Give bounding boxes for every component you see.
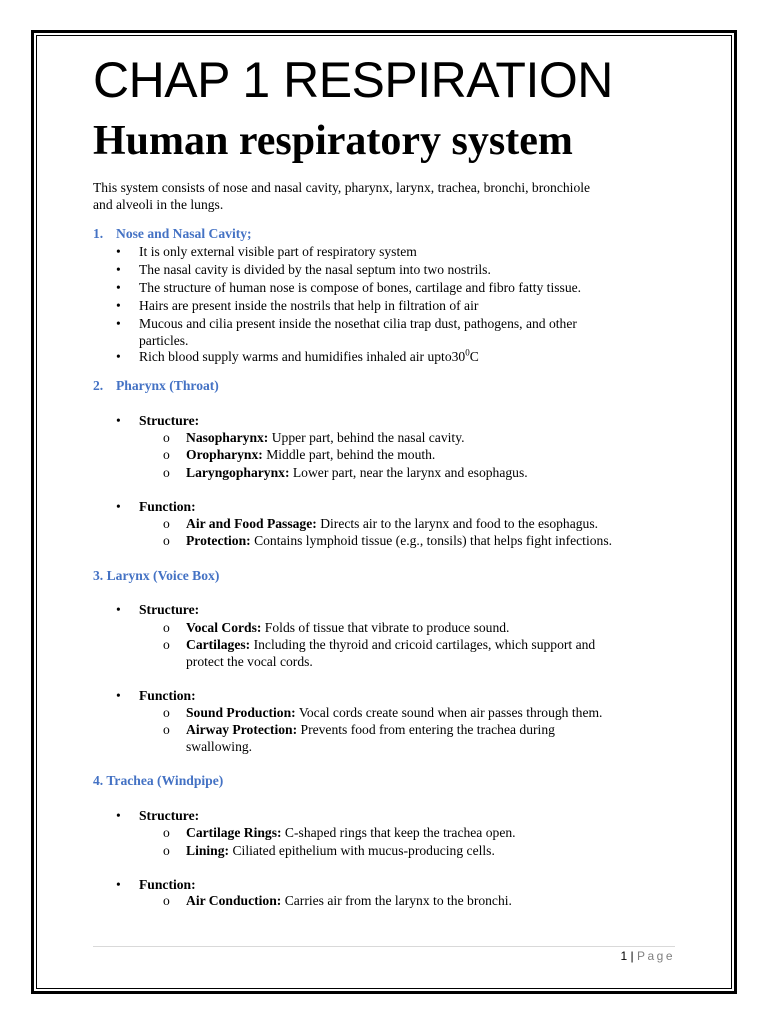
circle-bullet-icon: o [163, 465, 170, 480]
bullet-icon: • [116, 413, 121, 428]
circle-bullet-icon: o [163, 516, 170, 531]
heading-number: 1. [93, 226, 104, 241]
heading-pharynx [93, 377, 219, 394]
footer-divider [93, 946, 675, 947]
page-footer [600, 948, 675, 964]
heading-text: Pharynx (Throat) [116, 378, 219, 393]
intro-line-1: This system consists of nose and nasal cavity, pharynx, larynx, trachea, bronchi, bronchiole [93, 180, 591, 195]
page-label: Page [636, 949, 675, 963]
heading-larynx: 3. Larynx (Voice Box) [93, 568, 220, 583]
intro-line-2: and alveoli in the lungs. [93, 197, 224, 212]
circle-bullet-icon: o [163, 430, 170, 445]
bullet-icon: • [116, 316, 121, 331]
page-number: 1 [620, 949, 628, 963]
circle-bullet-icon: o [163, 620, 170, 635]
footer-separator: | [627, 949, 637, 963]
bullet-icon: • [116, 808, 121, 823]
circle-bullet-icon: o [163, 825, 170, 840]
circle-bullet-icon: o [163, 533, 170, 548]
chapter-title: CHAP 1 RESPIRATION [93, 52, 613, 108]
bullet-icon: • [116, 280, 121, 295]
bullet-icon: • [116, 602, 121, 617]
circle-bullet-icon: o [163, 722, 170, 737]
heading-nose [93, 225, 252, 242]
heading-trachea: 4. Trachea (Windpipe) [93, 773, 224, 788]
circle-bullet-icon: o [163, 843, 170, 858]
section-title: Human respiratory system [93, 118, 573, 164]
circle-bullet-icon: o [163, 447, 170, 462]
heading-number: 2. [93, 378, 104, 393]
heading-text: Nose and Nasal Cavity; [116, 226, 252, 241]
bullet-icon: • [116, 877, 121, 892]
bullet-icon: • [116, 349, 121, 364]
bullet-icon: • [116, 499, 121, 514]
circle-bullet-icon: o [163, 637, 170, 652]
bullet-icon: • [116, 298, 121, 313]
circle-bullet-icon: o [163, 893, 170, 908]
circle-bullet-icon: o [163, 705, 170, 720]
superscript: 0 [465, 347, 470, 358]
bullet-icon: • [116, 244, 121, 259]
bullet-icon: • [116, 262, 121, 277]
bullet-icon: • [116, 688, 121, 703]
